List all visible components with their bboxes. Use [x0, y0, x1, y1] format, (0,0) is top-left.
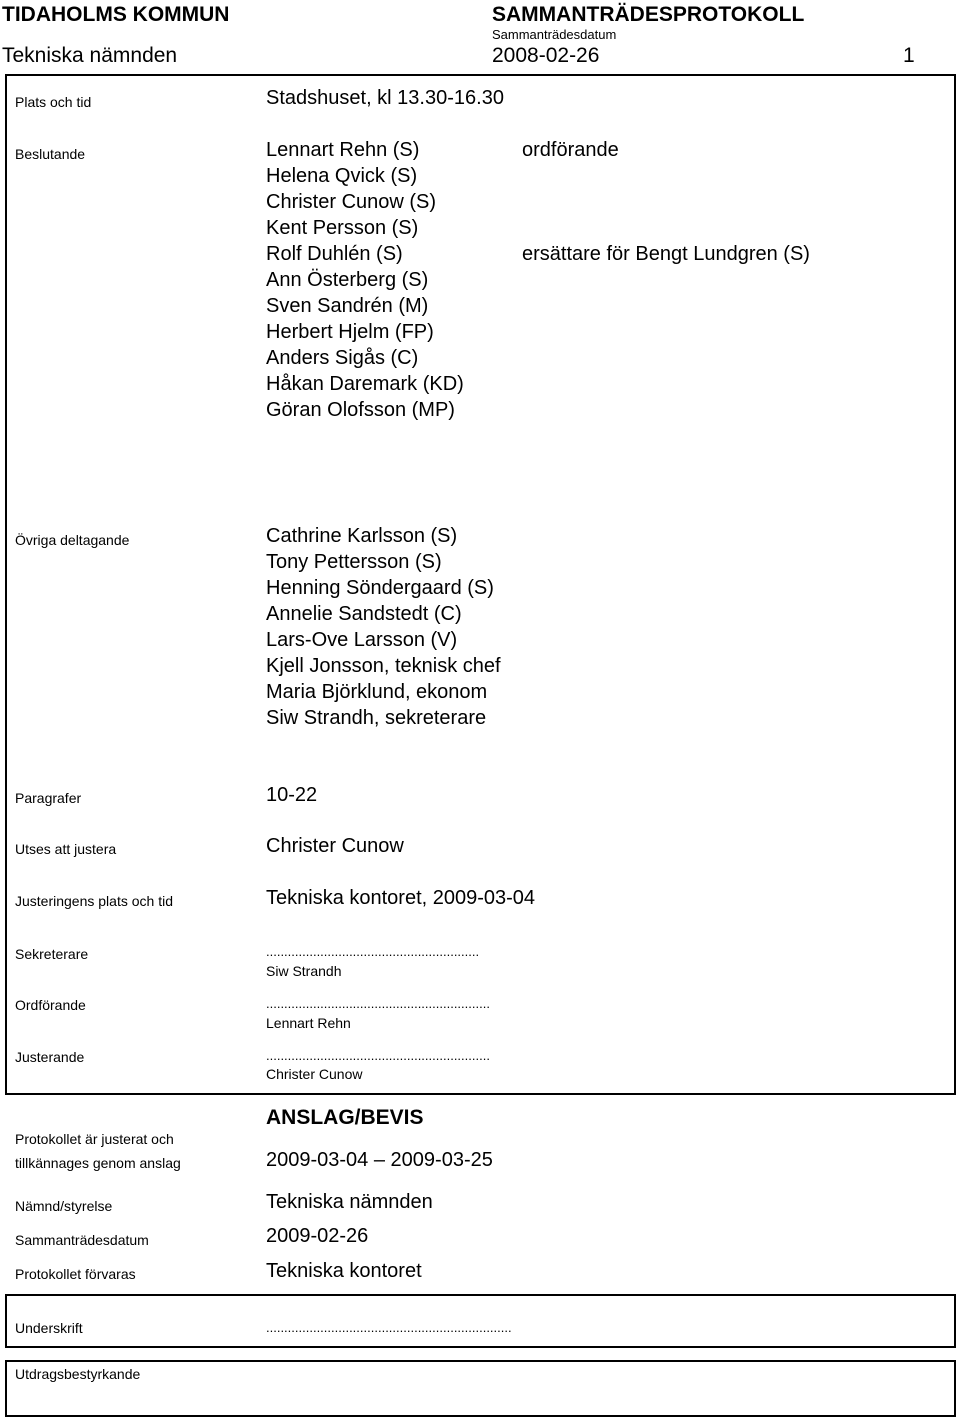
board-label: Nämnd/styrelse	[15, 1198, 113, 1214]
chair-signature-line: ..............................................................	[266, 996, 490, 1011]
kept-label: Protokollet förvaras	[15, 1266, 136, 1282]
role-chair: ordförande	[522, 139, 619, 161]
adjuster-name: Christer Cunow	[266, 1066, 363, 1082]
notice-date-label: Sammanträdesdatum	[15, 1232, 149, 1248]
participant: Siw Strandh, sekreterare	[266, 707, 487, 729]
member: Göran Olofsson (MP)	[266, 399, 455, 421]
committee-name: Tekniska nämnden	[2, 44, 178, 67]
notice-top-rule	[5, 1093, 956, 1095]
signature-line: ....................................................................	[266, 1320, 512, 1335]
member: Kent Persson (S)	[266, 217, 419, 239]
notice-title: ANSLAG/BEVIS	[266, 1106, 424, 1129]
extract-bottom-rule	[5, 1415, 956, 1417]
place-label: Plats och tid	[15, 94, 92, 110]
notice-date-value: 2009-02-26	[266, 1225, 369, 1247]
notice-line2: tillkännages genom anslag	[15, 1155, 181, 1171]
secretary-name: Siw Strandh	[266, 963, 342, 979]
signature-label: Underskrift	[15, 1320, 83, 1336]
adjust-place-value: Tekniska kontoret, 2009-03-04	[266, 887, 536, 909]
secretary-label: Sekreterare	[15, 946, 89, 962]
adjuster-label: Utses att justera	[15, 841, 117, 857]
participant: Henning Söndergaard (S)	[266, 577, 494, 599]
adjust-place-label: Justeringens plats och tid	[15, 893, 173, 909]
others-label: Övriga deltagande	[15, 532, 130, 548]
member: Herbert Hjelm (FP)	[266, 321, 434, 343]
paragraphs-value: 10-22	[266, 784, 318, 806]
secretary-signature-line: ...........................................................	[266, 944, 480, 959]
participant: Maria Björklund, ekonom	[266, 681, 488, 703]
doc-type: SAMMANTRÄDESPROTOKOLL	[492, 3, 805, 26]
extract-left	[5, 1360, 7, 1415]
participant: Tony Pettersson (S)	[266, 551, 442, 573]
header-rule	[5, 74, 956, 76]
paragraphs-label: Paragrafer	[15, 790, 82, 806]
decision-makers-list	[266, 137, 464, 423]
chair-name: Lennart Rehn	[266, 1015, 351, 1031]
sign-bottom-rule	[5, 1346, 956, 1348]
notice-line1: Protokollet är justerat och	[15, 1131, 174, 1147]
participant: Kjell Jonsson, teknisk chef	[266, 655, 501, 677]
participant: Annelie Sandstedt (C)	[266, 603, 462, 625]
notice-bottom-rule	[5, 1294, 956, 1296]
extract-right	[954, 1360, 956, 1415]
place-value: Stadshuset, kl 13.30-16.30	[266, 87, 504, 109]
frame-left	[5, 74, 7, 1093]
adjuster-value: Christer Cunow	[266, 835, 404, 857]
date-label: Sammanträdesdatum	[492, 27, 617, 42]
member: Helena Qvick (S)	[266, 165, 418, 187]
member: Ann Österberg (S)	[266, 269, 429, 291]
sign-left	[5, 1294, 7, 1347]
extract-top-rule	[5, 1360, 956, 1362]
adjuster-sign-label: Justerande	[15, 1049, 85, 1065]
member: Rolf Duhlén (S)	[266, 243, 403, 265]
member: Christer Cunow (S)	[266, 191, 437, 213]
kept-value: Tekniska kontoret	[266, 1260, 422, 1282]
extract-label: Utdragsbestyrkande	[15, 1366, 141, 1382]
sign-right	[954, 1294, 956, 1347]
notice-period: 2009-03-04 – 2009-03-25	[266, 1149, 493, 1171]
frame-right	[954, 74, 956, 1093]
meeting-date: 2008-02-26	[492, 44, 600, 67]
participant: Cathrine Karlsson (S)	[266, 525, 458, 547]
org-name: TIDAHOLMS KOMMUN	[2, 3, 230, 26]
others-list	[266, 523, 501, 731]
member: Anders Sigås (C)	[266, 347, 419, 369]
member: Lennart Rehn (S)	[266, 139, 420, 161]
decision-makers-label: Beslutande	[15, 146, 86, 162]
member: Håkan Daremark (KD)	[266, 373, 464, 395]
chair-label: Ordförande	[15, 997, 86, 1013]
page-number: 1	[903, 44, 915, 67]
board-value: Tekniska nämnden	[266, 1191, 433, 1213]
adjuster-signature-line: ..............................................................	[266, 1048, 490, 1063]
member: Sven Sandrén (M)	[266, 295, 429, 317]
participant: Lars-Ove Larsson (V)	[266, 629, 458, 651]
role-substitute: ersättare för Bengt Lundgren (S)	[522, 243, 810, 265]
